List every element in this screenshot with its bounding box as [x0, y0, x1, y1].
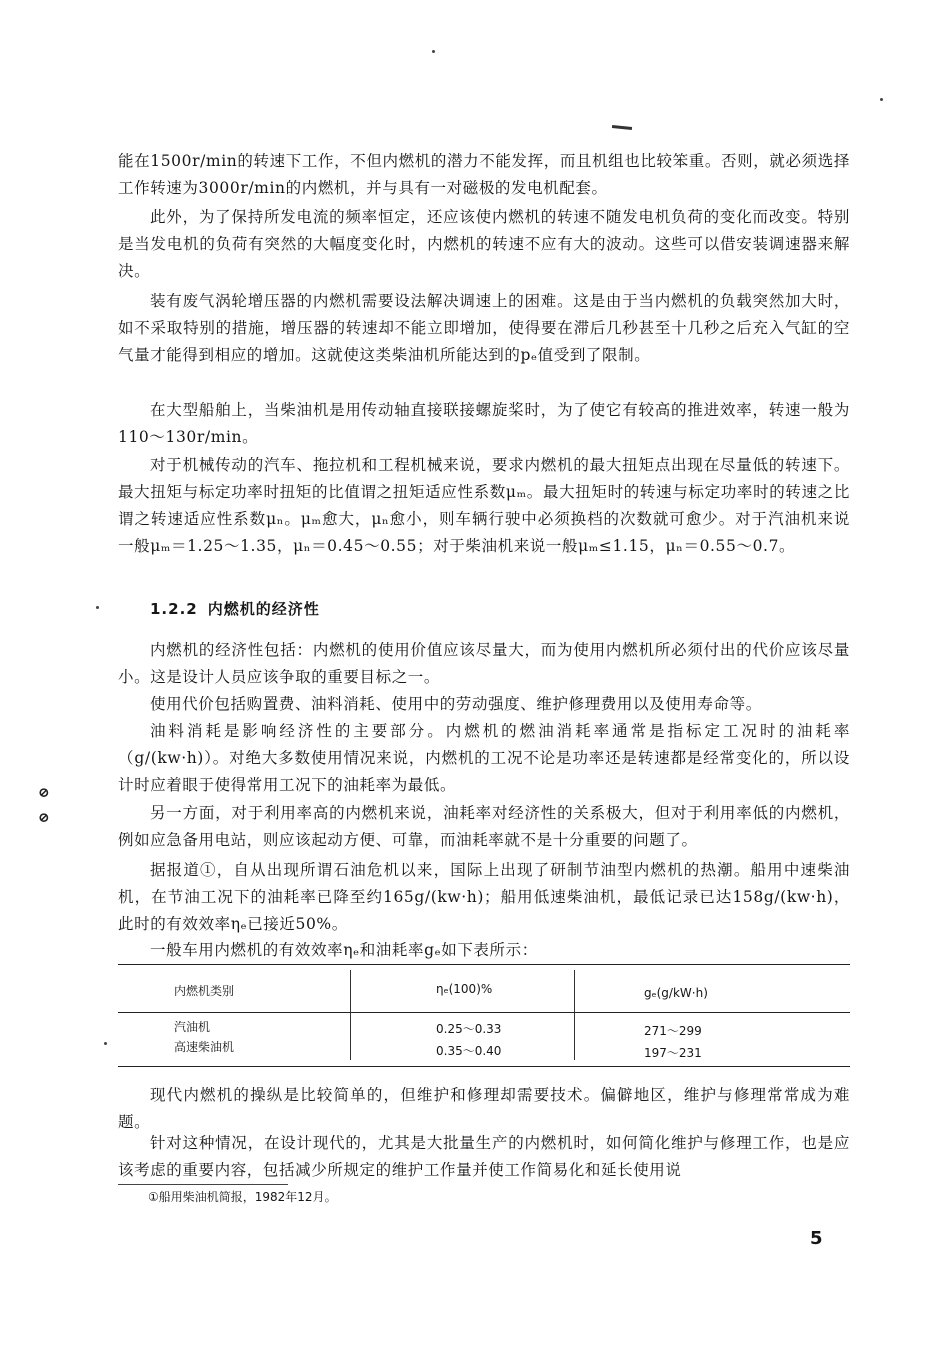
paragraph: 油料消耗是影响经济性的主要部分。内燃机的燃油消耗率通常是指标定工况时的油耗率（g/(kw·h)）。对绝大多数使用情况来说，内燃机的工况不论是功率还是转速都是经常变化的，所以设计时应着眼于使得常用工况下的油耗率为最低。 — [118, 722, 850, 794]
footnote: ①船用柴油机简报，1982年12月。 — [148, 1190, 337, 1204]
table-rule — [118, 1066, 850, 1067]
paragraph: 一般车用内燃机的有效效率ηₑ和油耗率gₑ如下表所示： — [150, 941, 538, 959]
table-header: gₑ(g/kW·h) — [644, 986, 708, 1000]
paragraph: 据报道①，自从出现所谓石油危机以来，国际上出现了研制节油型内燃机的热潮。船用中速柴油机，在节油工况下的油耗率已降至约165g/(kw·h)；船用低速柴油机，最低记录已达158g/(kw·h)，此时的有效效率ηₑ已接近50%。 — [118, 861, 850, 933]
paragraph: 内燃机的经济性包括：内燃机的使用价值应该尽量大，而为使用内燃机所必须付出的代价应该尽量小。这是设计人员应该争取的重要目标之一。 — [118, 641, 850, 686]
paragraph: 另一方面，对于利用率高的内燃机来说，油耗率对经济性的关系极大，但对于利用率低的内燃机，例如应急备用电站，则应该起动方便、可靠，而油耗率就不是十分重要的问题了。 — [118, 804, 850, 849]
binding-hole-mark: ⊘ — [38, 810, 50, 826]
efficiency-table — [118, 964, 850, 1074]
paragraph: 装有废气涡轮增压器的内燃机需要设法解决调速上的困难。这是由于当内燃机的负载突然加大时，如不采取特别的措施，增压器的转速却不能立即增加，使得要在滞后几秒甚至十几秒之后充入气缸的空气量才能得到相应的增加。这就使这类柴油机所能达到的pₑ值受到了限制。 — [118, 292, 850, 364]
table-cell: 0.35～0.40 — [436, 1044, 502, 1058]
table-cell: 197～231 — [644, 1046, 702, 1060]
table-header: ηₑ(100)% — [436, 982, 493, 996]
scan-speck — [96, 606, 99, 609]
paragraph: 在大型船舶上，当柴油机是用传动轴直接联接螺旋桨时，为了使它有较高的推进效率，转速一般为110～130r/min。 — [118, 401, 850, 446]
footnote-rule — [118, 1184, 288, 1185]
section-number: 1.2.2 — [150, 600, 198, 618]
section-heading — [150, 598, 330, 619]
page-number: 5 — [810, 1228, 823, 1249]
table-header: 内燃机类别 — [174, 984, 235, 998]
scan-speck — [432, 50, 435, 53]
paragraph: 对于机械传动的汽车、拖拉机和工程机械来说，要求内燃机的最大扭矩点出现在尽量低的转速下。最大扭矩与标定功率时扭矩的比值谓之扭矩适应性系数μₘ。最大扭矩时的转速与标定功率时的转速之比谓之转速适应性系数μₙ。μₘ愈大，μₙ愈小，则车辆行驶中必须换档的次数就可愈少。对于汽油机来说一般μₘ＝1.25～1.35，μₙ＝0.45～0.55；对于柴油机来说一般μₘ≤1.15，μₙ＝0.55～0.7。 — [118, 456, 850, 555]
scan-mark — [612, 125, 632, 130]
table-column-divider — [350, 970, 351, 1060]
table-cell: 汽油机 — [174, 1020, 211, 1034]
binding-hole-mark: ⊘ — [38, 785, 50, 801]
scan-speck — [880, 98, 883, 101]
paragraph: 使用代价包括购置费、油料消耗、使用中的劳动强度、维护修理费用以及使用寿命等。 — [150, 695, 762, 713]
table-cell: 271～299 — [644, 1024, 702, 1038]
table-cell: 0.25～0.33 — [436, 1022, 502, 1036]
paragraph: 能在1500r/min的转速下工作，不但内燃机的潜力不能发挥，而且机组也比较笨重。否则，就必须选择工作转速为3000r/min的内燃机，并与具有一对磁极的发电机配套。 — [118, 152, 850, 197]
paragraph: 针对这种情况，在设计现代的，尤其是大批量生产的内燃机时，如何简化维护与修理工作，也是应该考虑的重要内容，包括减少所规定的维护工作量并使工作简易化和延长使用说 — [118, 1134, 850, 1179]
table-rule — [118, 964, 850, 965]
section-title: 内燃机的经济性 — [207, 600, 320, 618]
paragraph: 此外，为了保持所发电流的频率恒定，还应该使内燃机的转速不随发电机负荷的变化而改变。特别是当发电机的负荷有突然的大幅度变化时，内燃机的转速不应有大的波动。这些可以借安装调速器来解决。 — [118, 208, 850, 280]
table-rule — [118, 1012, 850, 1013]
table-column-divider — [574, 970, 575, 1060]
paragraph: 现代内燃机的操纵是比较简单的，但维护和修理却需要技术。偏僻地区，维护与修理常常成为难题。 — [118, 1086, 850, 1131]
table-cell: 高速柴油机 — [174, 1040, 235, 1054]
scan-speck — [104, 1042, 107, 1045]
